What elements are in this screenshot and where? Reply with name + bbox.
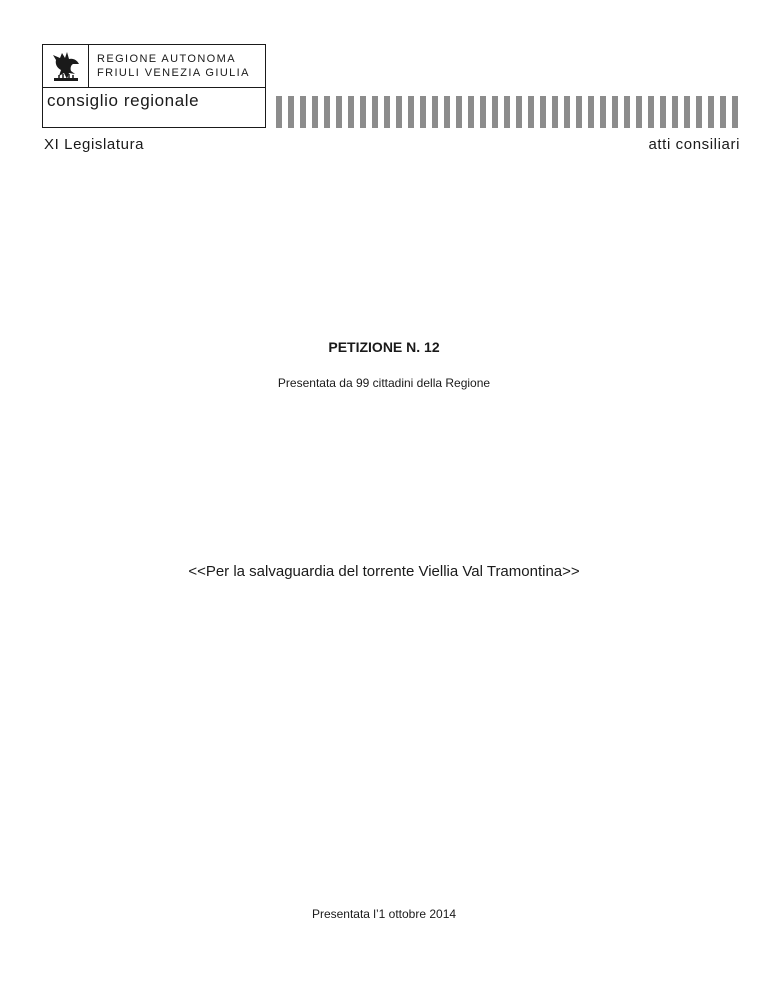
section-label: atti consiliari: [648, 136, 740, 153]
barcode-stripes: [276, 96, 740, 128]
barcode-bar: [288, 96, 294, 128]
barcode-bar: [684, 96, 690, 128]
barcode-bar: [660, 96, 666, 128]
barcode-bar: [336, 96, 342, 128]
barcode-bar: [276, 96, 282, 128]
presentation-date: Presentata l’1 ottobre 2014: [311, 907, 457, 921]
barcode-bar: [732, 96, 738, 128]
barcode-bar: [648, 96, 654, 128]
barcode-bar: [552, 96, 558, 128]
presenters-line: Presentata da 99 cittadini della Regione: [277, 376, 491, 390]
barcode-bar: [396, 96, 402, 128]
logo-cell: [43, 45, 89, 87]
barcode-bar: [708, 96, 714, 128]
region-line-1: REGIONE AUTONOMA: [97, 53, 236, 65]
barcode-bar: [528, 96, 534, 128]
barcode-bar: [516, 96, 522, 128]
eagle-emblem-icon: [50, 49, 82, 83]
barcode-bar: [612, 96, 618, 128]
region-name: [97, 52, 250, 80]
barcode-bar: [504, 96, 510, 128]
document-title: PETIZIONE N. 12: [328, 339, 440, 355]
barcode-bar: [408, 96, 414, 128]
council-name: consiglio regionale: [47, 91, 200, 110]
barcode-bar: [372, 96, 378, 128]
barcode-bar: [432, 96, 438, 128]
barcode-bar: [540, 96, 546, 128]
barcode-bar: [312, 96, 318, 128]
barcode-bar: [576, 96, 582, 128]
barcode-bar: [492, 96, 498, 128]
petition-subject: <<Per la salvaguardia del torrente Viellia Val Tramontina>>: [188, 563, 580, 580]
barcode-bar: [456, 96, 462, 128]
barcode-bar: [564, 96, 570, 128]
barcode-bar: [696, 96, 702, 128]
barcode-bar: [480, 96, 486, 128]
barcode-bar: [600, 96, 606, 128]
logo-row: [43, 45, 265, 88]
barcode-bar: [444, 96, 450, 128]
barcode-bar: [720, 96, 726, 128]
barcode-bar: [384, 96, 390, 128]
barcode-bar: [624, 96, 630, 128]
header-logo-box: [42, 44, 266, 128]
barcode-bar: [360, 96, 366, 128]
region-line-2: FRIULI VENEZIA GIULIA: [97, 67, 250, 79]
barcode-bar: [672, 96, 678, 128]
legislature-label: XI Legislatura: [44, 136, 145, 153]
barcode-bar: [348, 96, 354, 128]
barcode-bar: [324, 96, 330, 128]
barcode-bar: [636, 96, 642, 128]
barcode-bar: [588, 96, 594, 128]
barcode-bar: [468, 96, 474, 128]
barcode-bar: [300, 96, 306, 128]
barcode-bar: [420, 96, 426, 128]
